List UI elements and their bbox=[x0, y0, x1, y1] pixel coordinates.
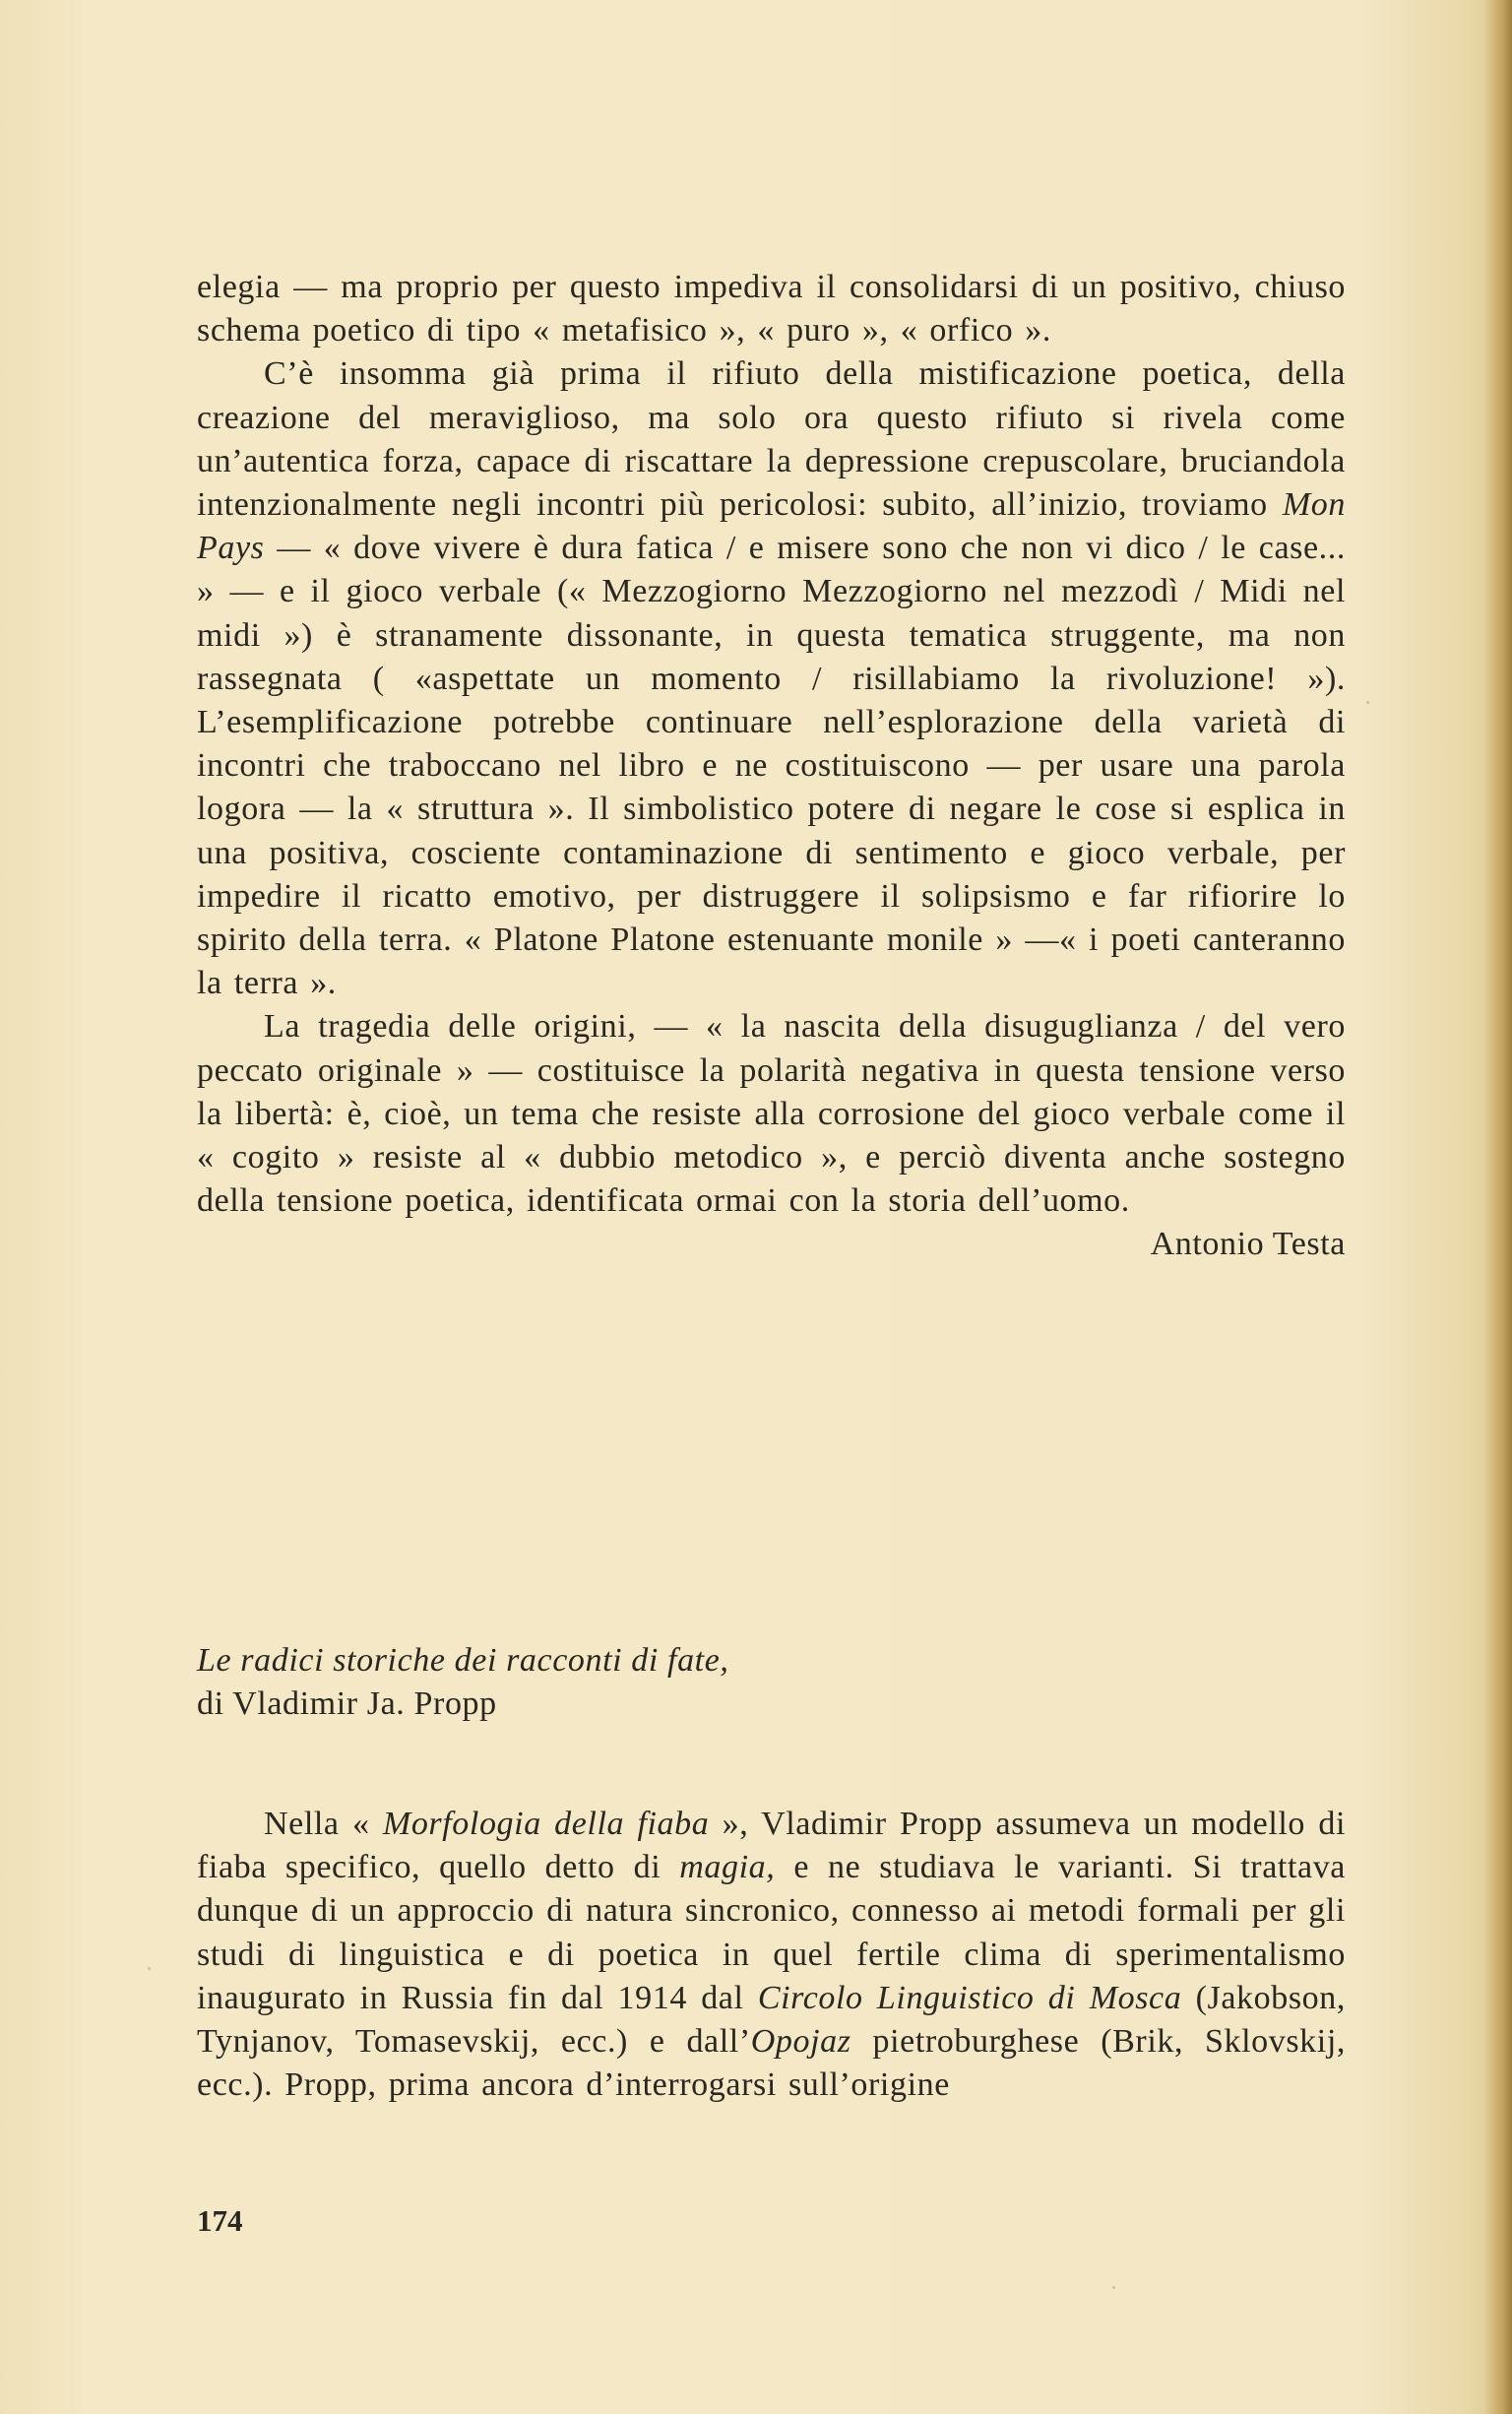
paper-fleck bbox=[1366, 701, 1369, 704]
paper-fleck bbox=[1112, 2286, 1115, 2289]
review-heading bbox=[197, 1639, 1346, 1726]
page-spine-shadow bbox=[1484, 0, 1512, 2414]
paragraph-text: (Jakobson, Tynjanov, Tomasevskij, ecc.) e dall’ bbox=[197, 1979, 1346, 2061]
italic-title-mon-pays: Mon Pays bbox=[197, 486, 1346, 567]
italic-title-morfologia: Morfologia della fiaba bbox=[382, 1806, 710, 1842]
italic-word-magia: magia, bbox=[679, 1849, 776, 1886]
page-number: 174 bbox=[197, 2203, 243, 2238]
paragraph-text: — « dove vivere è dura fatica / e misere sono che non vi dico / le case... » — e il gioco verbale (« Mezzogiorno Mezzogiorno nel mezzodì / Midi nel midi ») è stranamente dissonante, in questa tematica struggente, ma non rassegnata ( «aspettate un momento / risillabiamo la rivoluzione! »). L’esemplificazione potrebbe continuare nell’esplorazione della varietà di incontri che traboccano nel libro e ne costituiscono — per usare una parola logora — la « struttura ». Il simbolistico potere di negare le cose si esplica in una positiva, cosciente contaminazione di sentimento e gioco verbale, per impedire il ricatto emotivo, per distruggere il solipsismo e far rifiorire lo spirito della terra. « Platone Platone estenuante monile » —« i poeti canteranno la terra ». bbox=[197, 530, 1346, 1002]
review-paragraph-3: La tragedia delle origini, — « la nascita della disuguglianza / del vero peccato originale » — costituisce la polarità negativa in questa tensione verso la libertà: è, cioè, un tema che resiste alla corrosione del gioco verbale come il « cogito » resiste al « dubbio metodico », e perciò diventa anche sostegno della tensione poetica, identificata ormai con la storia dell’uomo. bbox=[197, 1008, 1346, 1220]
italic-opojaz: Opojaz bbox=[750, 2023, 851, 2061]
book-title: Le radici storiche dei racconti di fate, bbox=[197, 1642, 729, 1679]
paper-fleck bbox=[148, 1967, 151, 1970]
review-paragraph-1: elegia — ma proprio per questo impediva il consolidarsi di un positivo, chiuso schema poetico di tipo « metafisico », « puro », « orfico ». bbox=[197, 269, 1346, 349]
paragraph-text: C’è insomma già prima il rifiuto della mistificazione poetica, della creazione del meraviglioso, ma solo ora questo rifiuto si rivela come un’autentica forza, capace di riscattare la depressione crepuscolare, bruciandola intenzionalmente negli incontri più pericolosi: subito, all’inizio, troviamo bbox=[197, 355, 1346, 524]
review-propp bbox=[197, 1803, 1346, 2107]
paragraph-text: pietroburghese (Brik, Sklovskij, ecc.). Propp, prima ancora d’interrogarsi sull’origine bbox=[197, 2023, 1346, 2104]
paragraph-text: », Vladimir Propp assumeva un modello di fiaba specifico, quello detto di bbox=[197, 1806, 1347, 1886]
review-propp-paragraph bbox=[197, 1803, 1346, 2107]
review-antonio-testa bbox=[197, 266, 1346, 1267]
review-signature: Antonio Testa bbox=[1150, 1226, 1346, 1263]
paragraph-text: Nella « bbox=[264, 1806, 383, 1842]
paragraph-text: e ne studiava le varianti. Si trattava dunque di un approccio di natura sincronico, connesso ai metodi formali per gli studi di linguistica e di poetica in quel fertile clima di sperimentalismo inaugurato in Russia fin dal 1914 dal bbox=[197, 1849, 1346, 2016]
review-paragraph-2 bbox=[197, 352, 1346, 1005]
book-author: di Vladimir Ja. Propp bbox=[197, 1685, 497, 1722]
italic-circolo-linguistico: Circolo Linguistico di Mosca bbox=[757, 1979, 1182, 2016]
